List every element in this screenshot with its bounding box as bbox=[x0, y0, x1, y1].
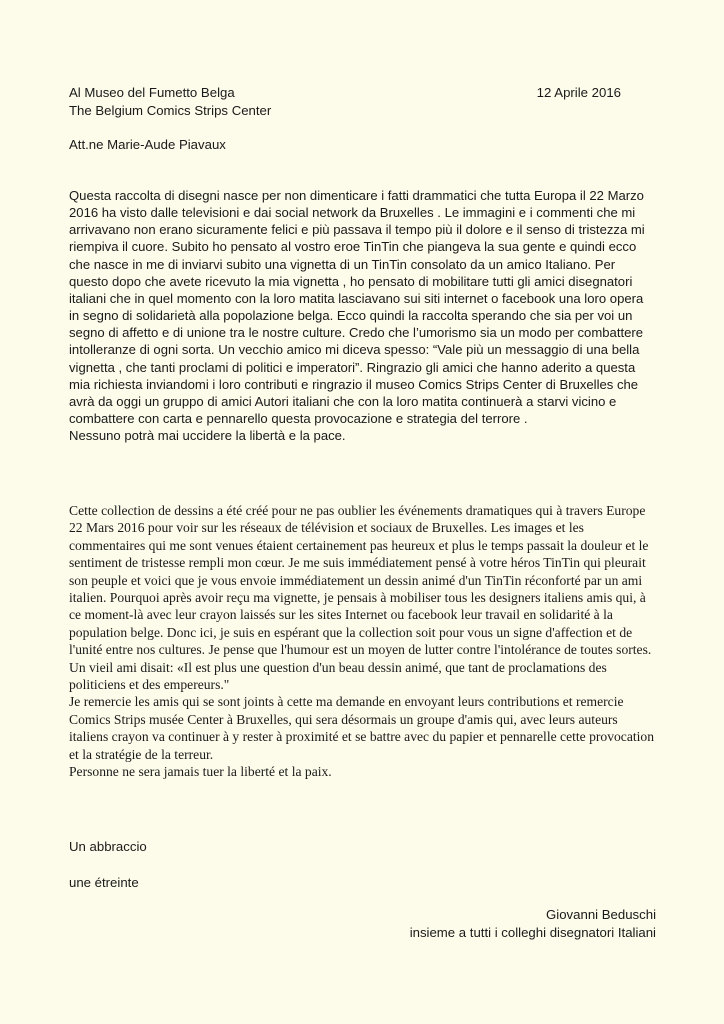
italian-body bbox=[69, 187, 657, 444]
closing-italian: Un abbraccio bbox=[69, 839, 147, 854]
french-paragraph: Cette collection de dessins a été créé pour ne pas oublier les événements dramatiques qui à travers Europe 22 Mars 2016 pour voir sur les réseaux de télévision et sociaux de Bruxelles. Les images et les commentaires qui me sont venues étaient certainement pas heureux et plus le temps passait la douleur et le sentiment de tristesse rempli mon cœur. Je me suis immédiatement pensé à votre héros TinTin qui pleurait son peuple et voici que je vous envoie immédiatement un dessin animé d'un TinTin réconforté par un ami italien. Pourquoi après avoir reçu ma vignette, je pensais à mobiliser tous les designers italiens amis qui, à ce moment-là avec leur crayon laissés sur les sites Internet ou facebook leur travail en solidarité à la population belge. Donc ici, je suis en espérant que la collection soit pour vous un signe d'affection et de l'unité entre nos cultures. Je pense que l'humour est un moyen de lutter contre l'intolérance de toutes sortes. Un vieil ami disait: «Il est plus une question d'un beau dessin animé, que tant de proclamations des politiciens et des empereurs." bbox=[69, 503, 652, 693]
letter-date: 12 Aprile 2016 bbox=[536, 85, 621, 100]
italian-paragraph: Questa raccolta di disegni nasce per non dimenticare i fatti drammatici che tutta Europa il 22 Marzo 2016 ha visto dalle televisioni e dai social network da Bruxelles . Le immagini e i commenti che mi arrivavano non erano sicuramente felici e più passava il tempo più il dolore e il senso di tristezza mi riempiva il cuore. Subito ho pensato al vostro eroe TinTin che piangeva la sua gente e quindi ecco che nasce in me di inviarvi subito una vignetta di un TinTin consolato da un amico Italiano. Per questo dopo che avete ricevuto la mia vignetta , ho pensato di mobilitare tutti gli amici disegnatori italiani che in quel momento con la loro matita lasciavano sui siti internet o facebook una loro opera in segno di solidarietà alla popolazione belga. Ecco quindi la raccolta sperando che sia per voi un segno di affetto e di unione tra le nostre culture. Credo che l’umorismo sia un modo per combattere intolleranze di ogni sorta. Un vecchio amico mi diceva spesso: “Vale più un messaggio di una bella vignetta , che tanti proclami di politici e imperatori”. Ringrazio gli amici che hanno aderito a questa mia richiesta inviandomi i loro contributi e ringrazio il museo Comics Strips Center di Bruxelles che avrà da oggi un gruppo di amici Autori italiani che con la loro matita continuerà a starvi vicino e combattere con carta e pennarello questa provocazione e strategia del terrore . bbox=[69, 188, 645, 427]
french-body bbox=[69, 502, 657, 781]
signature-colleagues: insieme a tutti i colleghi disegnatori Italiani bbox=[409, 925, 656, 940]
recipient-center-name: The Belgium Comics Strips Center bbox=[69, 103, 272, 118]
closing-french: une étreinte bbox=[69, 875, 139, 890]
french-paragraph-2: Je remercie les amis qui se sont joints à cette ma demande en envoyant leurs contributions et remercie Comics Strips musée Center à Bruxelles, qui sera désormais un groupe d'amis qui, avec leurs auteurs italiens crayon va continuer à y rester à proximité et se battre avec du papier et pennarelle cette provocation et la stratégie de la terreur. bbox=[69, 694, 655, 762]
french-closing-line: Personne ne sera jamais tuer la liberté et la paix. bbox=[69, 764, 332, 780]
attention-line: Att.ne Marie-Aude Piavaux bbox=[69, 137, 226, 152]
signature-block bbox=[410, 906, 656, 942]
recipient-block bbox=[69, 84, 449, 120]
italian-closing-line: Nessuno potrà mai uccidere la libertà e la pace. bbox=[69, 428, 346, 444]
signature-name: Giovanni Beduschi bbox=[546, 907, 656, 922]
recipient-museum-name: Al Museo del Fumetto Belga bbox=[69, 85, 235, 100]
